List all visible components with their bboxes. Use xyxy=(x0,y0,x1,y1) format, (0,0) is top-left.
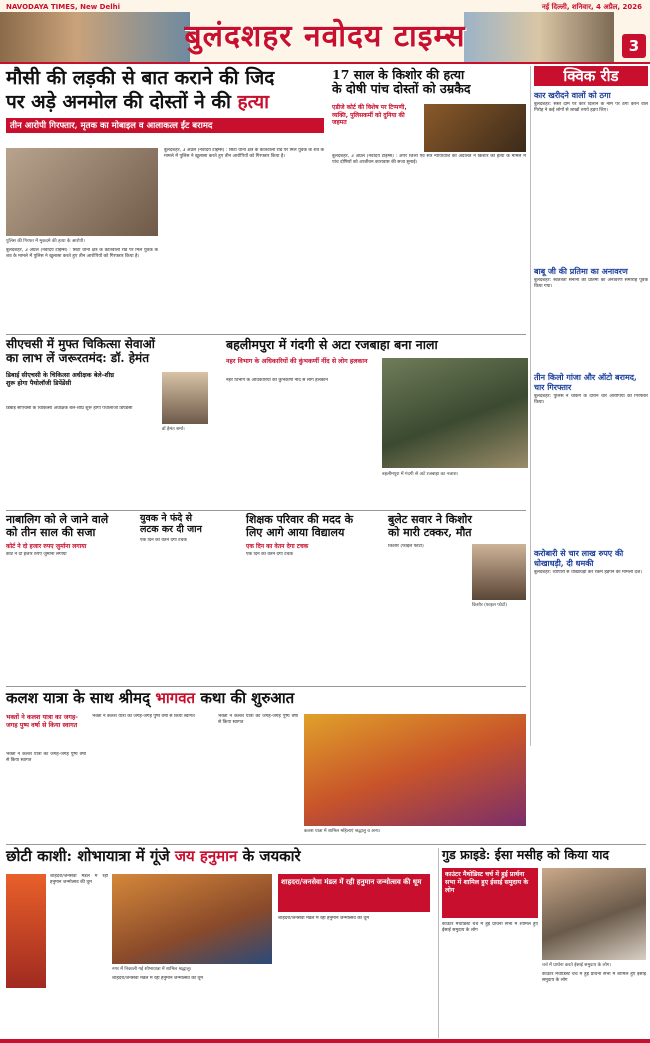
bullet-story xyxy=(388,514,526,682)
lead-body: बुलंदशहर, 3 अप्रैल (नवोदय टाइम्स) : सिटी थाना क्षेत्र के कोतवाली रोड पर मिले युवक के शव के मामले में पुलिस ने खुलासा करते हुए तीन आरोपियों को गिरफ्तार किया है। xyxy=(164,148,324,160)
kalash-caption: कलश यात्रा में शामिल महिलाएं श्रद्धालु व अन्य। xyxy=(304,829,381,834)
church-caption: चर्च में प्रार्थना करते ईसाई समुदाय के लोग। xyxy=(542,963,611,968)
masthead-photo-right xyxy=(464,12,614,62)
lead-body-col2: बुलंदशहर, 3 अप्रैल (नवोदय टाइम्स) : सिटी थाना क्षेत्र के कोतवाली रोड पर मिले युवक के शव के मामले में पुलिस ने खुलासा करते हुए तीन आरोपियों को गिरफ्तार किया है। xyxy=(6,248,158,260)
friday-subhead: काउंटर मैथोडिस्ट चर्च में हुई प्रार्थना सभा में शामिल हुए ईसाई समुदाय के लोग xyxy=(442,868,538,918)
kashi-headline xyxy=(6,848,434,865)
doctor-caption: डॉ हेमंत शर्मा। xyxy=(162,427,185,432)
drain-story xyxy=(226,338,528,506)
kashi-headline-c: के जयकारे xyxy=(242,847,301,865)
lead-headline-line2 xyxy=(6,92,324,114)
kalash-body: भक्तों ने कलश यात्रा का जगह-जगह पुष्प वर्षा से किया स्वागत xyxy=(6,752,86,764)
suicide-body: एक दिन का वेतन देगा टचक xyxy=(140,537,187,543)
teen-subhead: एडीजे कोर्ट की विशेष पर टिप्पणी, व्यक्ति, पुलिसकर्मी को दुनिया की जहमत xyxy=(332,104,407,126)
friday-body: काउंटर मैथोडिस्ट चर्च में हुई प्रार्थना सभा में शामिल हुए ईसाई समुदाय के लोग xyxy=(442,922,538,934)
sidebar-item-text: बुलंदशहर: पुलिस ने चेकिंग के दौरान चार आरोपियों को गिरफ्तार किया। xyxy=(534,394,648,406)
drain-subhead: नहर विभाग के अधिकारियों की कुंभकर्णी नींद से लोग हलकान xyxy=(226,358,368,365)
procession-photo xyxy=(112,874,272,964)
health-body: डिबाई सीएचसी के चिकित्सा अधीक्षक बेले-शीघ्र शुरू होगा पैथोलॉजी डिपेंडेंसी xyxy=(6,406,133,411)
sidebar-title: क्विक रीड xyxy=(534,66,648,86)
school-headline-line1: शिक्षक परिवार की मदद के xyxy=(246,513,354,526)
minor-subhead: कोर्ट ने दो हजार रुपए जुर्माना लगाया xyxy=(6,543,87,551)
lead-photo-caption: पुलिस की गिरफ्त में मुकदमे की हत्या के आरोपी। xyxy=(6,239,85,244)
health-story xyxy=(6,338,220,506)
lead-subhead: तीन आरोपी गिरफ्तार, मृतक का मोबाइल व आलाकत्ल ईंट बरामद xyxy=(6,118,324,133)
lead-story xyxy=(6,68,324,328)
health-headline-line2: का लाभ लें जरूरतमंद: डॉ. हेमंत xyxy=(6,350,150,365)
drain-caption: बहलीमपुरा में गंदगी से अटे रजबाहा का नजारा। xyxy=(382,472,459,477)
gavel-photo xyxy=(424,104,526,152)
section-divider xyxy=(6,686,526,687)
kalash-photo xyxy=(304,714,526,826)
minor-headline-line1: नाबालिग को ले जाने वाले xyxy=(6,513,109,526)
footer-bar xyxy=(0,1039,650,1043)
lead-headline-highlight: हत्या xyxy=(237,90,270,113)
lead-headline-line2a: पर अड़े अनमोल की दोस्तों ने की xyxy=(6,90,231,113)
drain-headline: बहलीमपुरा में गंदगी से अटा रजबाहा बना नाला xyxy=(226,337,438,352)
friday-story xyxy=(442,848,646,1038)
suicide-headline-line1: युवक ने फंदे से xyxy=(140,513,193,524)
sidebar-item-text: बुलंदशहर: स्वतंत्रता सेनानी की प्रतिमा का अनावरण समारोह पूर्वक किया गया। xyxy=(534,278,648,290)
bullet-headline-line2: को मारी टक्कर, मौत xyxy=(388,525,472,539)
lead-headline-line1: मौसी की लड़की से बात कराने की जिद xyxy=(6,67,275,89)
page-number: 3 xyxy=(622,34,646,58)
kashi-story xyxy=(6,848,434,1038)
school-body: एक दिन का वेतन देगा टचक xyxy=(246,552,293,558)
teen-story xyxy=(332,68,528,330)
doctor-photo xyxy=(162,372,208,424)
sidebar-item-text: बुलंदशहर: व्यापारी से धोखाधड़ी कर रकम हड़पने का मामला दर्ज। xyxy=(534,570,643,575)
school-story xyxy=(246,514,382,682)
minor-story xyxy=(6,514,134,682)
kashi-body-col2: शाहदरा/जनसेवा मंडल में रही हनुमान जन्मोत्सव की धूम xyxy=(112,976,203,981)
kashi-headline-a: छोटी काशी: शोभायात्रा में गूंजे xyxy=(6,847,170,865)
kalash-headline-a: कलश यात्रा के साथ श्रीमद् xyxy=(6,689,151,707)
quick-read-sidebar xyxy=(534,66,648,746)
teen-headline-line1: 17 साल के किशोर की हत्या xyxy=(332,67,465,82)
friday-headline: गुड फ्राइडे: ईसा मसीह को किया याद xyxy=(442,847,610,862)
minor-body: कोर्ट ने दो हजार रुपए जुर्माना लगाया xyxy=(6,552,67,558)
sidebar-item-text: बुलंदशहर: सस्ते दाम पर कार दिलाने के नाम पर ठगी करने वाले गिरोह ने कई लोगों से लाखों रुपये हड़प लिए। xyxy=(534,102,648,114)
kashi-body: शाहदरा/जनसेवा मंडल में रही हनुमान जन्मोत्सव की धूम xyxy=(50,874,108,886)
lead-photo xyxy=(6,148,158,236)
drain-photo xyxy=(382,358,528,468)
teen-body: बुलंदशहर, 3 अप्रैल (नवोदय टाइम्स) : अपर जिला एवं सत्र न्यायाधीश की अदालत ने किशोर की हत्या के मामले में पांच दोषियों को आजीवन कारावास की सजा सुनाई। xyxy=(332,154,526,166)
date-label: नई दिल्ली, शनिवार, 4 अप्रैल, 2026 xyxy=(541,3,642,11)
minor-headline-line2: को तीन साल की सजा xyxy=(6,525,96,539)
drain-body: नहर विभाग के अधिकारियों की कुंभकर्णी नींद से लोग हलकान xyxy=(226,378,328,383)
health-subhead: डिबाई सीएचसी के चिकित्सा अधीक्षक बेले-शीघ्र शुरू होगा पैथोलॉजी डिपेंडेंसी xyxy=(6,372,114,387)
suicide-headline-line2: लटक कर दी जान xyxy=(140,523,202,535)
suicide-story xyxy=(140,514,240,682)
church-photo xyxy=(542,868,646,960)
school-headline-line2: लिए आगे आया विद्यालय xyxy=(246,525,345,539)
sidebar-item-headline: बाबू जी की प्रतिमा का अनावरण xyxy=(534,266,628,276)
boy-photo xyxy=(472,544,526,600)
edition-label: NAVODAYA TIMES, New Delhi xyxy=(6,3,120,11)
section-divider xyxy=(6,510,526,511)
teen-headline-line2: के दोषी पांच दोस्तों को उम्रकैद xyxy=(332,81,471,97)
kashi-headline-highlight: जय हनुमान xyxy=(174,847,238,865)
section-divider xyxy=(6,334,526,335)
kashi-inner-box: शाहदरा/जनसेवा मंडल में रही हनुमान जन्मोत्सव की धूम xyxy=(278,874,430,912)
kalash-headline-c: कथा की शुरुआत xyxy=(200,689,295,707)
sidebar-item-headline: करोबारी से चार लाख रुपए की धोखाधड़ी, दी धमकी xyxy=(534,548,624,568)
masthead xyxy=(0,0,650,64)
kalash-body-col3: भक्तों ने कलश यात्रा का जगह-जगह पुष्प वर्षा से किया स्वागत xyxy=(218,714,298,726)
health-headline-line1: सीएचसी में मुफ्त चिकित्सा सेवाओं xyxy=(6,337,155,351)
bullet-body: किशोर (फाइल फोटो) xyxy=(388,544,424,549)
kashi-body-col3: शाहदरा/जनसेवा मंडल में रही हनुमान जन्मोत्सव की धूम xyxy=(278,916,369,921)
masthead-photo-left xyxy=(0,12,190,62)
hanuman-photo xyxy=(6,874,46,988)
column-divider xyxy=(438,848,439,1038)
bullet-headline-line1: बुलेट सवार ने किशोर xyxy=(388,513,472,526)
kalash-headline-highlight: भागवत xyxy=(155,689,196,707)
section-divider xyxy=(6,844,646,845)
boy-caption: किशोर (फाइल फोटो) xyxy=(472,603,508,608)
friday-body-col2: काउंटर मैथोडिस्ट चर्च में हुई प्रार्थना सभा में शामिल हुए ईसाई समुदाय के लोग xyxy=(542,972,646,984)
column-divider xyxy=(530,66,531,746)
kalash-subhead: भक्तों ने कलश यात्रा का जगह-जगह पुष्प वर्षा से किया स्वागत xyxy=(6,714,78,729)
school-subhead: एक दिन का वेतन देगा टचक xyxy=(246,543,309,551)
kalash-headline xyxy=(6,690,526,707)
procession-caption: नगर में निकाली गई शोभायात्रा में शामिल श्रद्धालु। xyxy=(112,967,192,972)
sidebar-item-headline: कार खरीदने वालों को ठगा xyxy=(534,90,611,100)
kalash-body-col2: भक्तों ने कलश यात्रा का जगह-जगह पुष्प वर्षा से किया स्वागत xyxy=(92,714,195,719)
kalash-story xyxy=(6,690,526,840)
sidebar-item-headline: तीन किलो गांजा और ऑटो बरामद, चार गिरफ्तार xyxy=(534,372,637,392)
newspaper-title: बुलंदशहर नवोदय टाइम्स xyxy=(184,19,466,54)
